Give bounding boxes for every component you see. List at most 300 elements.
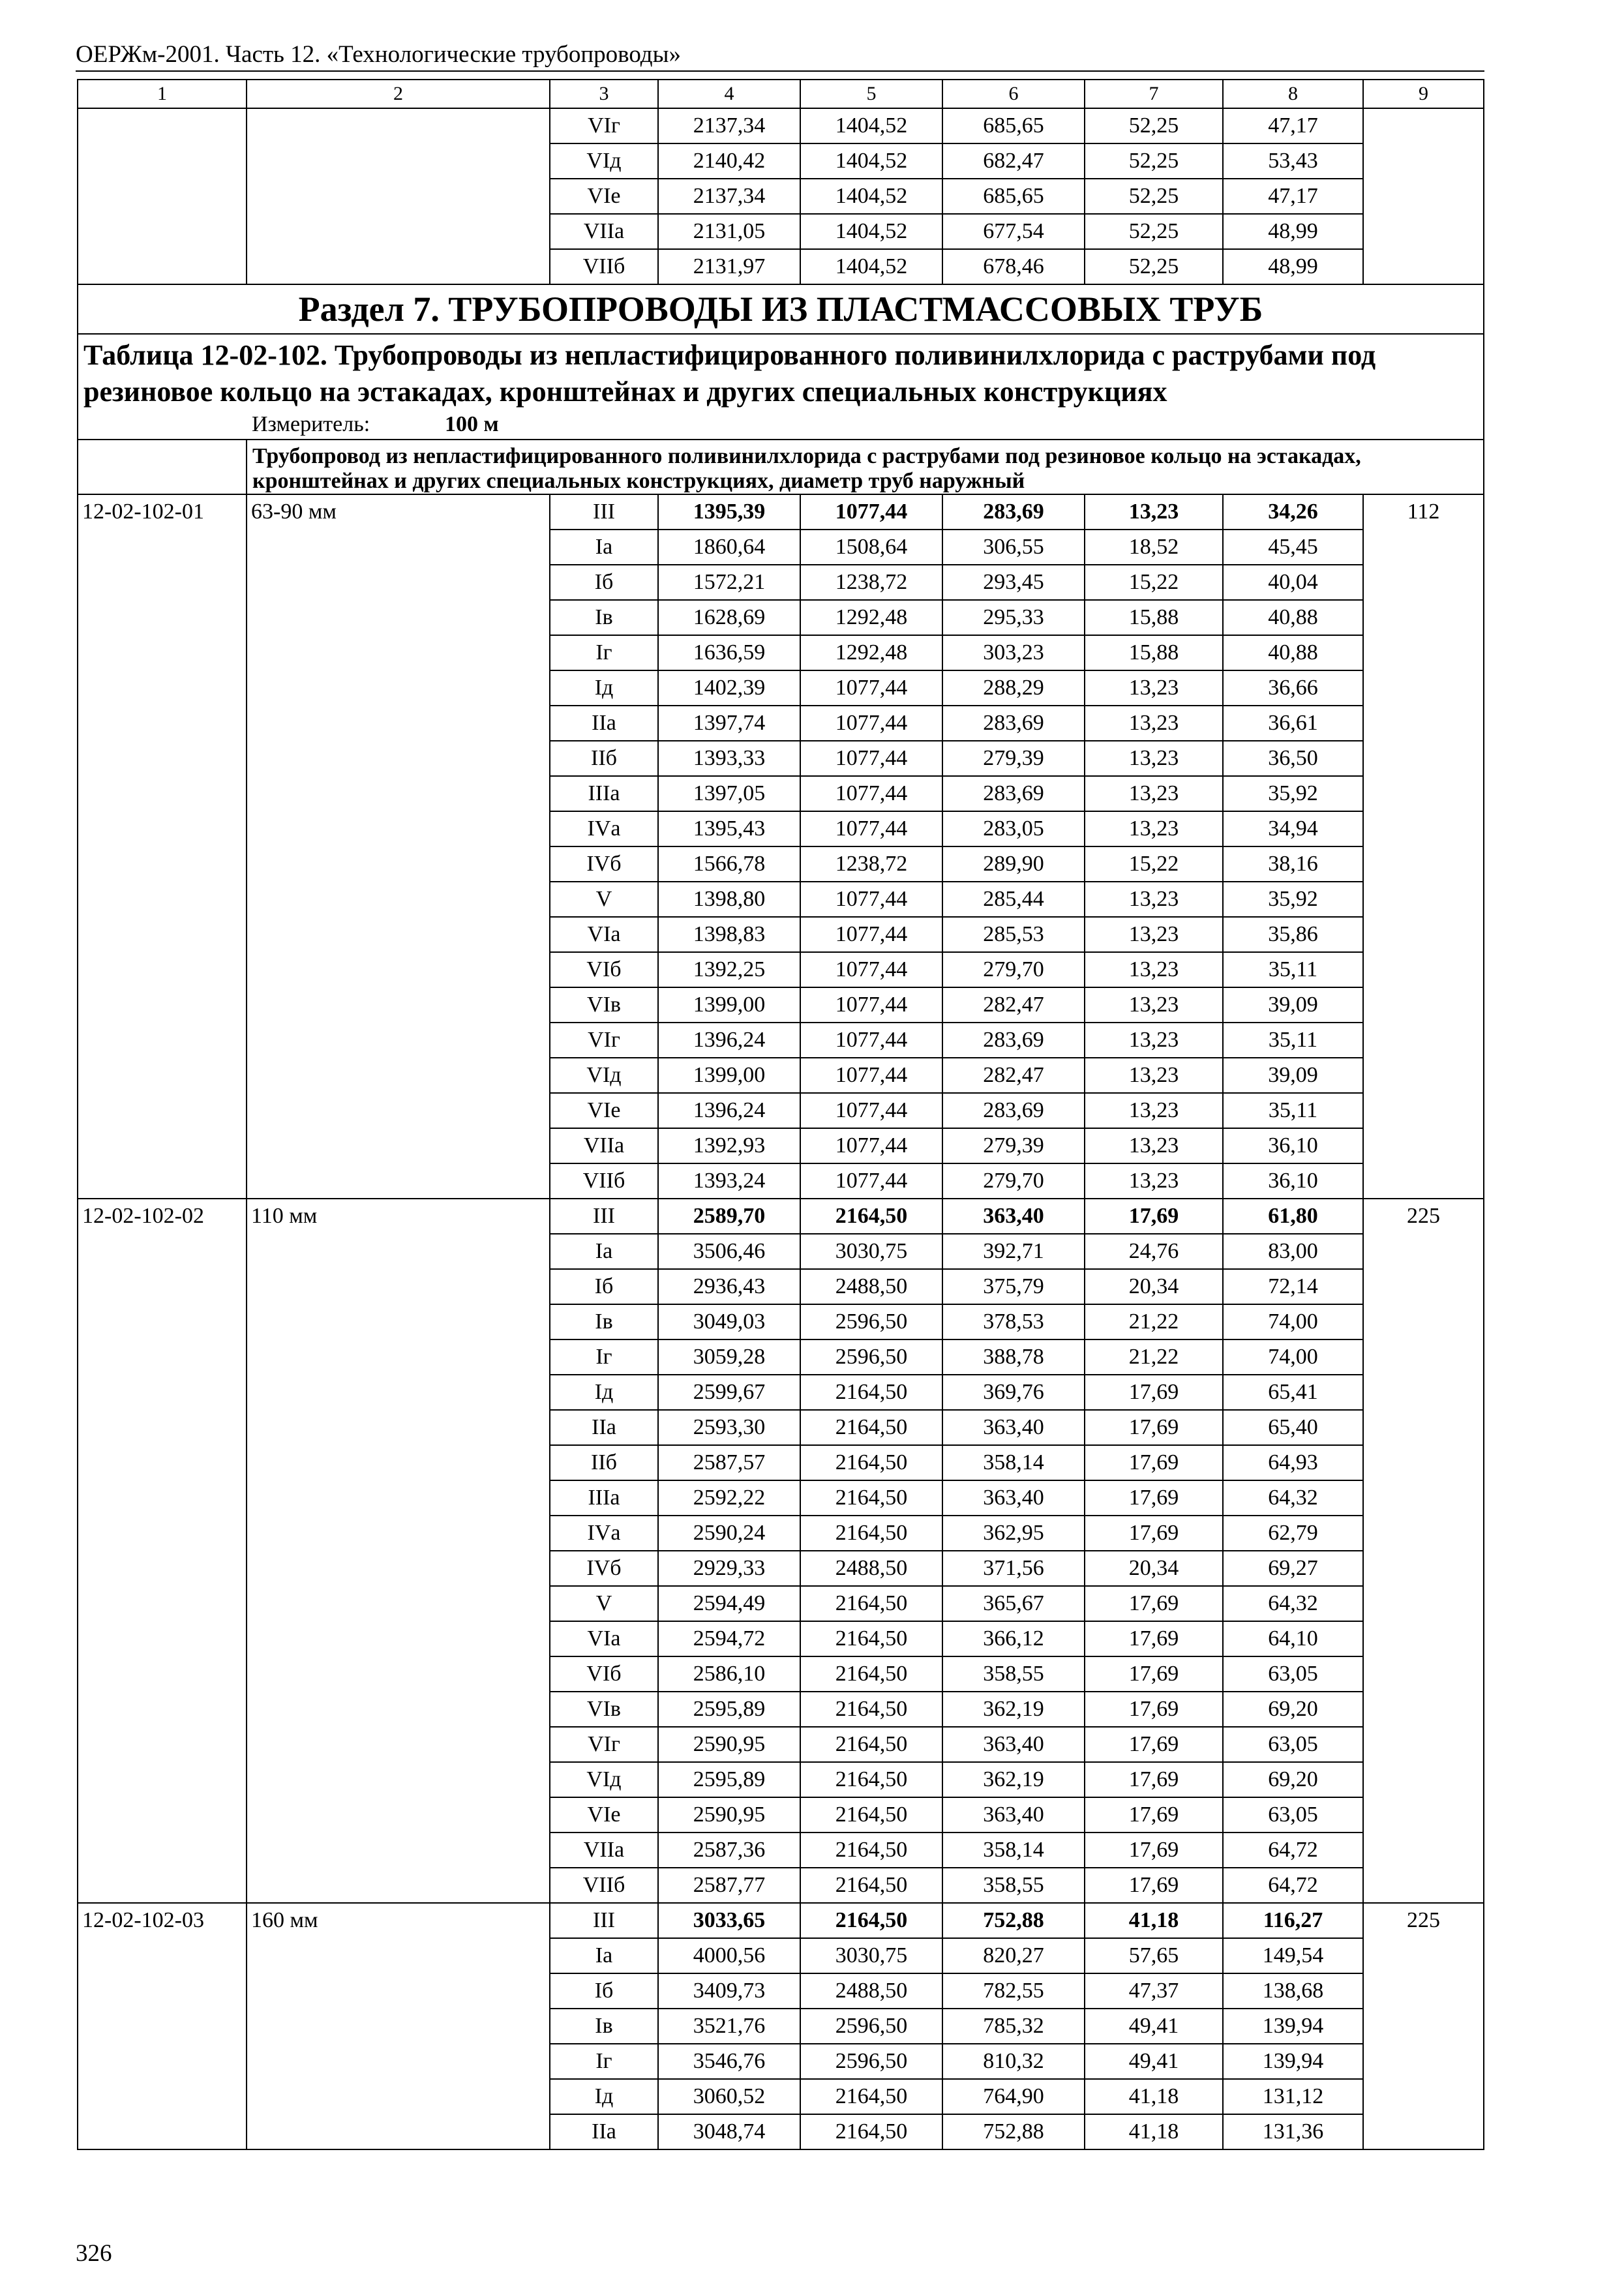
- rate-code-cell: [78, 1445, 247, 1480]
- rate-code-cell: [78, 741, 247, 776]
- value-cell-col6: 782,55: [942, 1973, 1085, 2009]
- value-cell-col7: 18,52: [1085, 530, 1223, 565]
- value-cell-col7: 52,25: [1085, 108, 1223, 143]
- value-cell-col4: 1393,33: [658, 741, 800, 776]
- meter-row: [78, 410, 1484, 440]
- zone-cell: VIIб: [550, 1163, 658, 1199]
- zone-cell: IVа: [550, 811, 658, 846]
- zone-cell: VIб: [550, 1656, 658, 1692]
- rate-name-cell: [247, 1480, 550, 1516]
- rate-code-cell: [78, 776, 247, 811]
- table-row: [78, 2044, 1484, 2079]
- col9-cell: [1363, 2079, 1484, 2114]
- value-cell-col4: 1402,39: [658, 670, 800, 706]
- col9-cell: [1363, 670, 1484, 706]
- value-cell-col5: 2164,50: [800, 2114, 942, 2149]
- table-row: [78, 1762, 1484, 1797]
- table-row: [78, 1058, 1484, 1093]
- rate-code-cell: [78, 846, 247, 882]
- value-cell-col6: 358,55: [942, 1656, 1085, 1692]
- value-cell-col5: 1077,44: [800, 882, 942, 917]
- value-cell-col4: 2590,95: [658, 1797, 800, 1833]
- zone-cell: VIд: [550, 143, 658, 179]
- value-cell-col5: 1077,44: [800, 670, 942, 706]
- value-cell-col4: 1399,00: [658, 987, 800, 1023]
- value-cell-col4: 1398,80: [658, 882, 800, 917]
- rate-name-cell: [247, 635, 550, 670]
- value-cell-col4: 3060,52: [658, 2079, 800, 2114]
- value-cell-col8: 131,36: [1223, 2114, 1363, 2149]
- value-cell-col7: 17,69: [1085, 1516, 1223, 1551]
- value-cell-col5: 1077,44: [800, 952, 942, 987]
- rate-code-cell: [78, 1938, 247, 1973]
- value-cell-col8: 65,40: [1223, 1410, 1363, 1445]
- value-cell-col7: 15,22: [1085, 565, 1223, 600]
- rate-code-cell: [78, 1973, 247, 2009]
- zone-cell: Iв: [550, 2009, 658, 2044]
- col9-cell: [1363, 1516, 1484, 1551]
- column-number: 1: [78, 80, 247, 108]
- rate-name-cell: [247, 706, 550, 741]
- col9-cell: [1363, 987, 1484, 1023]
- table-row: [78, 1445, 1484, 1480]
- value-cell-col6: 363,40: [942, 1410, 1085, 1445]
- value-cell-col4: 1396,24: [658, 1093, 800, 1128]
- col9-cell: [1363, 530, 1484, 565]
- zone-cell: III: [550, 1199, 658, 1234]
- value-cell-col8: 47,17: [1223, 179, 1363, 214]
- code-cell: [78, 143, 247, 179]
- zone-cell: Iг: [550, 635, 658, 670]
- value-cell-col7: 17,69: [1085, 1410, 1223, 1445]
- value-cell-col8: 38,16: [1223, 846, 1363, 882]
- col9-cell: [1363, 179, 1484, 214]
- value-cell-col8: 35,11: [1223, 952, 1363, 987]
- col9-cell: [1363, 1551, 1484, 1586]
- value-cell-col6: 685,65: [942, 179, 1085, 214]
- value-cell-col5: 2596,50: [800, 2009, 942, 2044]
- value-cell-col5: 1292,48: [800, 600, 942, 635]
- name-cell: [247, 214, 550, 249]
- col9-cell: [1363, 1938, 1484, 1973]
- table-row: [78, 214, 1484, 249]
- value-cell-col7: 49,41: [1085, 2009, 1223, 2044]
- rate-name-cell: [247, 1093, 550, 1128]
- table-title: Таблица 12-02-102. Трубопроводы из непластифицированного поливинилхлорида с раструбами под резиновое кольцо на эстакадах, кронштейнах и других специальных конструкциях: [78, 334, 1484, 410]
- table-row: [78, 1128, 1484, 1163]
- value-cell-col6: 279,70: [942, 952, 1085, 987]
- value-cell-col7: 52,25: [1085, 143, 1223, 179]
- table-row: [78, 1163, 1484, 1199]
- value-cell-col5: 1238,72: [800, 846, 942, 882]
- value-cell-col8: 35,86: [1223, 917, 1363, 952]
- value-cell-col6: 392,71: [942, 1234, 1085, 1269]
- zone-cell: VIв: [550, 1692, 658, 1727]
- value-cell-col5: 1077,44: [800, 776, 942, 811]
- value-cell-col6: 371,56: [942, 1551, 1085, 1586]
- col9-cell: [1363, 1621, 1484, 1656]
- value-cell-col5: 2488,50: [800, 1269, 942, 1304]
- col9-cell: [1363, 1480, 1484, 1516]
- value-cell-col4: 1396,24: [658, 1023, 800, 1058]
- table-row: [78, 776, 1484, 811]
- rate-name-cell: [247, 1516, 550, 1551]
- col9-cell: [1363, 2044, 1484, 2079]
- table-row: [78, 1480, 1484, 1516]
- zone-cell: Iб: [550, 1269, 658, 1304]
- table-row: [78, 635, 1484, 670]
- zone-cell: VIе: [550, 1093, 658, 1128]
- rate-code-cell: [78, 670, 247, 706]
- value-cell-col6: 362,19: [942, 1692, 1085, 1727]
- value-cell-col4: 2140,42: [658, 143, 800, 179]
- table-row: [78, 1199, 1484, 1234]
- rate-code-cell: [78, 917, 247, 952]
- table-row: [78, 987, 1484, 1023]
- table-row: [78, 565, 1484, 600]
- value-cell-col7: 52,25: [1085, 249, 1223, 284]
- rate-code-cell: [78, 1551, 247, 1586]
- col9-cell: [1363, 706, 1484, 741]
- value-cell-col6: 283,69: [942, 494, 1085, 530]
- value-cell-col8: 138,68: [1223, 1973, 1363, 2009]
- value-cell-col4: 1395,43: [658, 811, 800, 846]
- value-cell-col4: 1397,74: [658, 706, 800, 741]
- value-cell-col5: 1077,44: [800, 987, 942, 1023]
- value-cell-col6: 282,47: [942, 987, 1085, 1023]
- rate-code-cell: [78, 1058, 247, 1093]
- value-cell-col7: 13,23: [1085, 1058, 1223, 1093]
- zone-cell: Iа: [550, 1938, 658, 1973]
- table-row: [78, 1375, 1484, 1410]
- value-cell-col6: 375,79: [942, 1269, 1085, 1304]
- col9-cell: [1363, 1445, 1484, 1480]
- value-cell-col4: 2593,30: [658, 1410, 800, 1445]
- value-cell-col8: 131,12: [1223, 2079, 1363, 2114]
- value-cell-col5: 2596,50: [800, 1339, 942, 1375]
- value-cell-col8: 40,04: [1223, 565, 1363, 600]
- rate-code-cell: [78, 635, 247, 670]
- col9-cell: [1363, 1833, 1484, 1868]
- value-cell-col8: 83,00: [1223, 1234, 1363, 1269]
- value-cell-col4: 1860,64: [658, 530, 800, 565]
- table-row: [78, 249, 1484, 284]
- col9-cell: [1363, 1656, 1484, 1692]
- col9-cell: [1363, 1093, 1484, 1128]
- table-row: [78, 882, 1484, 917]
- value-cell-col7: 17,69: [1085, 1868, 1223, 1903]
- value-cell-col6: 365,67: [942, 1586, 1085, 1621]
- value-cell-col5: 1404,52: [800, 143, 942, 179]
- value-cell-col4: 2137,34: [658, 179, 800, 214]
- value-cell-col7: 15,88: [1085, 600, 1223, 635]
- value-cell-col7: 13,23: [1085, 952, 1223, 987]
- rate-name-cell: [247, 1973, 550, 2009]
- zone-cell: VIа: [550, 917, 658, 952]
- col9-cell: [1363, 1339, 1484, 1375]
- rate-code-cell: [78, 952, 247, 987]
- rate-name-cell: [247, 987, 550, 1023]
- value-cell-col8: 64,72: [1223, 1868, 1363, 1903]
- rate-name-cell: [247, 1762, 550, 1797]
- col9-cell: [1363, 1868, 1484, 1903]
- col9-cell: [1363, 1304, 1484, 1339]
- value-cell-col4: 3521,76: [658, 2009, 800, 2044]
- value-cell-col7: 20,34: [1085, 1551, 1223, 1586]
- value-cell-col7: 13,23: [1085, 917, 1223, 952]
- value-cell-col6: 293,45: [942, 565, 1085, 600]
- col9-cell: [1363, 1727, 1484, 1762]
- value-cell-col5: 2164,50: [800, 1762, 942, 1797]
- value-cell-col4: 2599,67: [658, 1375, 800, 1410]
- rate-code-cell: [78, 1516, 247, 1551]
- value-cell-col7: 13,23: [1085, 741, 1223, 776]
- value-cell-col4: 1395,39: [658, 494, 800, 530]
- value-cell-col8: 64,32: [1223, 1586, 1363, 1621]
- table-row: [78, 1868, 1484, 1903]
- value-cell-col8: 36,50: [1223, 741, 1363, 776]
- zone-cell: VIIб: [550, 1868, 658, 1903]
- col9-cell: [1363, 1023, 1484, 1058]
- value-cell-col8: 74,00: [1223, 1304, 1363, 1339]
- value-cell-col4: 3059,28: [658, 1339, 800, 1375]
- col9-cell: [1363, 1586, 1484, 1621]
- table-row: [78, 1304, 1484, 1339]
- rate-name-cell: [247, 776, 550, 811]
- col9-cell: [1363, 1234, 1484, 1269]
- rate-name-cell: [247, 1551, 550, 1586]
- value-cell-col6: 306,55: [942, 530, 1085, 565]
- value-cell-col6: 363,40: [942, 1480, 1085, 1516]
- meter-value: 100 м: [445, 412, 499, 436]
- zone-cell: VIа: [550, 1621, 658, 1656]
- rate-name-cell: [247, 1269, 550, 1304]
- value-cell-col6: 303,23: [942, 635, 1085, 670]
- table-row: [78, 1093, 1484, 1128]
- value-cell-col8: 53,43: [1223, 143, 1363, 179]
- table-row: [78, 1551, 1484, 1586]
- value-cell-col8: 64,32: [1223, 1480, 1363, 1516]
- col9-cell: [1363, 214, 1484, 249]
- rate-code-cell: 12-02-102-01: [78, 494, 247, 530]
- value-cell-col7: 17,69: [1085, 1797, 1223, 1833]
- zone-cell: V: [550, 1586, 658, 1621]
- rate-code-cell: [78, 1093, 247, 1128]
- value-cell-col6: 369,76: [942, 1375, 1085, 1410]
- value-cell-col6: 363,40: [942, 1797, 1085, 1833]
- value-cell-col7: 15,88: [1085, 635, 1223, 670]
- col9-cell: [1363, 1163, 1484, 1199]
- value-cell-col4: 1628,69: [658, 600, 800, 635]
- table-row: [78, 1339, 1484, 1375]
- rate-code-cell: [78, 1833, 247, 1868]
- value-cell-col5: 1292,48: [800, 635, 942, 670]
- name-cell: [247, 108, 550, 143]
- rate-code-cell: [78, 1480, 247, 1516]
- col9-cell: [1363, 1973, 1484, 2009]
- rate-name-cell: [247, 1304, 550, 1339]
- zone-cell: VIе: [550, 1797, 658, 1833]
- value-cell-col4: 1572,21: [658, 565, 800, 600]
- col9-cell: [1363, 108, 1484, 143]
- value-cell-col5: 2164,50: [800, 1833, 942, 1868]
- zone-cell: V: [550, 882, 658, 917]
- code-cell: [78, 249, 247, 284]
- value-cell-col4: 2594,49: [658, 1586, 800, 1621]
- value-cell-col7: 13,23: [1085, 987, 1223, 1023]
- zone-cell: Iв: [550, 600, 658, 635]
- col9-cell: 225: [1363, 1903, 1484, 1938]
- value-cell-col4: 2592,22: [658, 1480, 800, 1516]
- column-numbers-row: [78, 80, 1484, 108]
- rate-code-cell: [78, 1586, 247, 1621]
- value-cell-col5: 2164,50: [800, 1516, 942, 1551]
- value-cell-col5: 1404,52: [800, 249, 942, 284]
- rate-code-cell: [78, 2079, 247, 2114]
- value-cell-col7: 13,23: [1085, 706, 1223, 741]
- zone-cell: IVб: [550, 846, 658, 882]
- value-cell-col8: 39,09: [1223, 987, 1363, 1023]
- col9-cell: [1363, 1058, 1484, 1093]
- value-cell-col7: 17,69: [1085, 1445, 1223, 1480]
- value-cell-col5: 2164,50: [800, 1375, 942, 1410]
- value-cell-col4: 2137,34: [658, 108, 800, 143]
- zone-cell: Iа: [550, 1234, 658, 1269]
- value-cell-col4: 2595,89: [658, 1692, 800, 1727]
- col9-cell: [1363, 1410, 1484, 1445]
- value-cell-col4: 2589,70: [658, 1199, 800, 1234]
- value-cell-col4: 1393,24: [658, 1163, 800, 1199]
- value-cell-col6: 677,54: [942, 214, 1085, 249]
- value-cell-col6: 282,47: [942, 1058, 1085, 1093]
- value-cell-col6: 279,39: [942, 741, 1085, 776]
- zone-cell: III: [550, 1903, 658, 1938]
- rate-name-cell: 160 мм: [247, 1903, 550, 1938]
- zone-cell: VIе: [550, 179, 658, 214]
- table-row: [78, 1269, 1484, 1304]
- value-cell-col6: 288,29: [942, 670, 1085, 706]
- value-cell-col6: 295,33: [942, 600, 1085, 635]
- value-cell-col7: 52,25: [1085, 214, 1223, 249]
- value-cell-col4: 2587,36: [658, 1833, 800, 1868]
- value-cell-col6: 283,05: [942, 811, 1085, 846]
- table-row: [78, 1410, 1484, 1445]
- table-row: [78, 600, 1484, 635]
- value-cell-col8: 48,99: [1223, 214, 1363, 249]
- col9-cell: [1363, 2114, 1484, 2149]
- value-cell-col6: 283,69: [942, 776, 1085, 811]
- value-cell-col6: 366,12: [942, 1621, 1085, 1656]
- table-row: [78, 1797, 1484, 1833]
- value-cell-col6: 682,47: [942, 143, 1085, 179]
- rate-name-cell: [247, 670, 550, 706]
- rate-code-cell: [78, 1339, 247, 1375]
- rate-name-cell: [247, 1727, 550, 1762]
- value-cell-col4: 2936,43: [658, 1269, 800, 1304]
- col9-cell: [1363, 952, 1484, 987]
- value-cell-col4: 2131,05: [658, 214, 800, 249]
- value-cell-col5: 2164,50: [800, 2079, 942, 2114]
- table-row: [78, 1516, 1484, 1551]
- table-row: [78, 1234, 1484, 1269]
- col9-cell: [1363, 249, 1484, 284]
- table-row: [78, 1727, 1484, 1762]
- value-cell-col5: 1404,52: [800, 214, 942, 249]
- value-cell-col6: 785,32: [942, 2009, 1085, 2044]
- table-row: [78, 741, 1484, 776]
- value-cell-col5: 1077,44: [800, 1023, 942, 1058]
- rate-code-cell: [78, 1304, 247, 1339]
- rate-code-cell: [78, 1762, 247, 1797]
- value-cell-col7: 17,69: [1085, 1727, 1223, 1762]
- page-number: 326: [76, 2240, 112, 2267]
- meter: [78, 410, 1483, 439]
- rate-code-cell: [78, 1656, 247, 1692]
- rate-name-cell: [247, 1163, 550, 1199]
- section-title-row: [78, 284, 1484, 334]
- value-cell-col5: 2164,50: [800, 1410, 942, 1445]
- value-cell-col8: 34,26: [1223, 494, 1363, 530]
- value-cell-col6: 820,27: [942, 1938, 1085, 1973]
- col9-cell: [1363, 741, 1484, 776]
- value-cell-col8: 39,09: [1223, 1058, 1363, 1093]
- rate-name-cell: [247, 1445, 550, 1480]
- value-cell-col8: 69,20: [1223, 1692, 1363, 1727]
- value-cell-col8: 35,11: [1223, 1023, 1363, 1058]
- value-cell-col7: 52,25: [1085, 179, 1223, 214]
- rate-code-cell: [78, 1163, 247, 1199]
- value-cell-col7: 17,69: [1085, 1621, 1223, 1656]
- value-cell-col7: 41,18: [1085, 2114, 1223, 2149]
- col9-cell: [1363, 600, 1484, 635]
- col9-cell: [1363, 2009, 1484, 2044]
- value-cell-col6: 283,69: [942, 1023, 1085, 1058]
- rate-code-cell: [78, 1621, 247, 1656]
- value-cell-col8: 63,05: [1223, 1727, 1363, 1762]
- zone-cell: IVб: [550, 1551, 658, 1586]
- value-cell-col6: 283,69: [942, 706, 1085, 741]
- value-cell-col5: 2596,50: [800, 2044, 942, 2079]
- value-cell-col4: 2590,95: [658, 1727, 800, 1762]
- value-cell-col6: 279,70: [942, 1163, 1085, 1199]
- rate-name-cell: [247, 1375, 550, 1410]
- table-row: [78, 530, 1484, 565]
- rate-name-cell: [247, 917, 550, 952]
- value-cell-col8: 64,93: [1223, 1445, 1363, 1480]
- zone-cell: IIа: [550, 1410, 658, 1445]
- table-row: [78, 2114, 1484, 2149]
- zone-cell: IIIа: [550, 1480, 658, 1516]
- rate-code-cell: [78, 1375, 247, 1410]
- rate-name-cell: [247, 1938, 550, 1973]
- value-cell-col6: 678,46: [942, 249, 1085, 284]
- rate-name-cell: [247, 2079, 550, 2114]
- value-cell-col6: 289,90: [942, 846, 1085, 882]
- rate-code-cell: [78, 1692, 247, 1727]
- value-cell-col5: 1077,44: [800, 1058, 942, 1093]
- zone-cell: Iд: [550, 670, 658, 706]
- value-cell-col7: 13,23: [1085, 1163, 1223, 1199]
- value-cell-col8: 64,72: [1223, 1833, 1363, 1868]
- value-cell-col4: 3409,73: [658, 1973, 800, 2009]
- rate-code-cell: [78, 1023, 247, 1058]
- value-cell-col6: 358,55: [942, 1868, 1085, 1903]
- table-row: [78, 1833, 1484, 1868]
- value-cell-col6: 752,88: [942, 1903, 1085, 1938]
- rate-code-cell: [78, 1269, 247, 1304]
- value-cell-col6: 285,53: [942, 917, 1085, 952]
- col9-cell: [1363, 882, 1484, 917]
